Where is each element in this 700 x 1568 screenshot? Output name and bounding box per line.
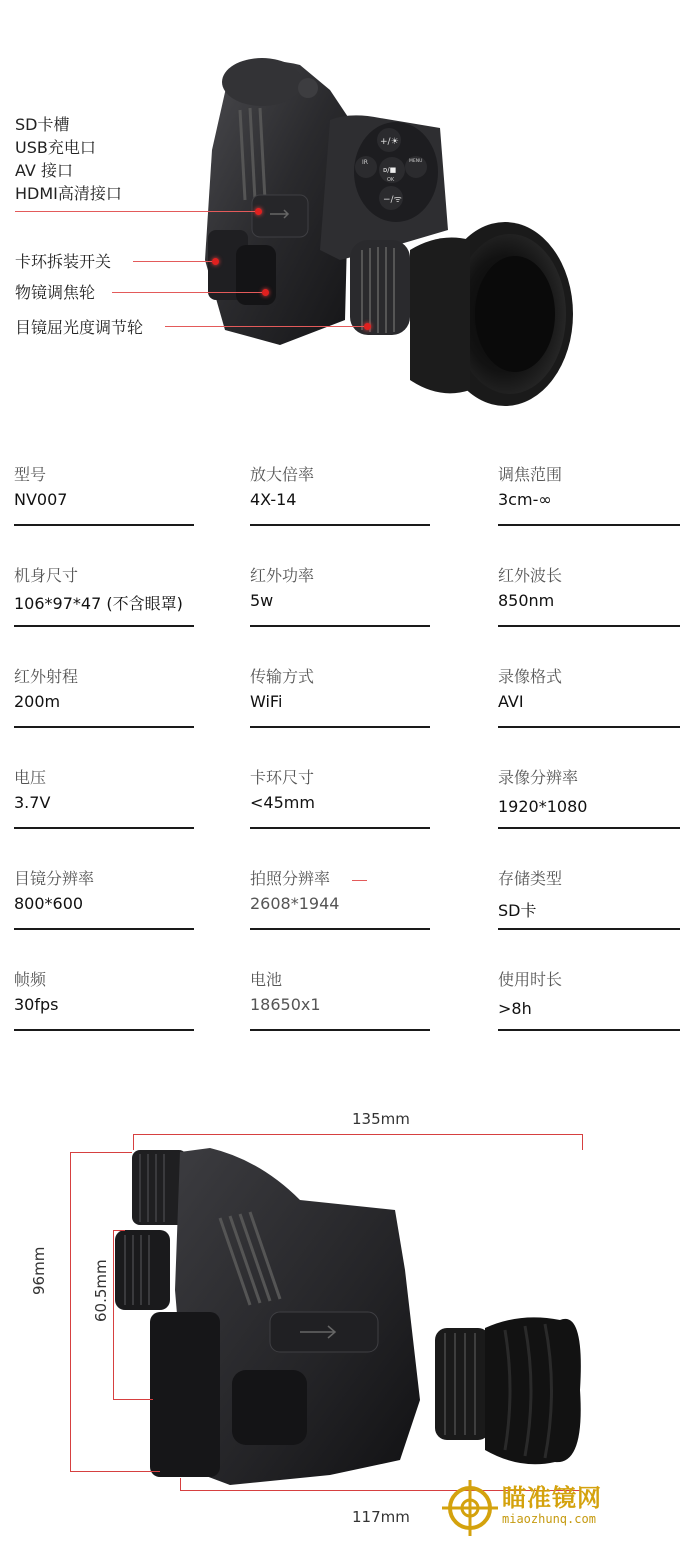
callout-dot-objective-focus [262, 289, 269, 296]
spec-label: 电压 [14, 768, 47, 787]
spec-label: 电池 [250, 970, 283, 989]
dimension-length-bottom: 117mm [352, 1508, 410, 1526]
spec-value: 1920*1080 [498, 797, 588, 816]
spec-label: 红外功率 [250, 566, 315, 585]
spec-value: NV007 [14, 490, 68, 509]
dimension-tick [180, 1478, 181, 1491]
spec-divider [250, 524, 430, 526]
callout-dot-ports [255, 208, 262, 215]
callout-dot-eyepiece-diopter [364, 323, 371, 330]
spec-divider [250, 1029, 430, 1031]
crosshair-icon [440, 1478, 500, 1538]
spec-divider [498, 827, 680, 829]
callout-hdmi-port: HDMI高清接口 [15, 184, 122, 203]
spec-value: WiFi [250, 692, 283, 711]
spec-label: 拍照分辨率 [250, 869, 331, 888]
spec-divider [498, 625, 680, 627]
spec-label: 存储类型 [498, 869, 563, 888]
spec-divider [498, 524, 680, 526]
dimension-tick [70, 1152, 132, 1153]
callout-usb-port: USB充电口 [15, 138, 96, 157]
spec-divider [14, 827, 194, 829]
spec-divider [14, 1029, 194, 1031]
spec-divider [498, 1029, 680, 1031]
svg-text:MENU: MENU [409, 159, 423, 164]
spec-value: 200m [14, 692, 61, 711]
spec-label: 目镜分辨率 [14, 869, 95, 888]
spec-divider [250, 827, 430, 829]
spec-value: 850nm [498, 591, 555, 610]
svg-text:−/ᯤ: −/ᯤ [383, 195, 402, 205]
spec-value: 18650x1 [250, 995, 321, 1014]
spec-divider [498, 928, 680, 930]
spec-value: 4X-14 [250, 490, 297, 509]
spec-label: 录像格式 [498, 667, 563, 686]
spec-label: 红外射程 [14, 667, 79, 686]
spec-label: 红外波长 [498, 566, 563, 585]
spec-value: AVI [498, 692, 524, 711]
spec-label: 机身尺寸 [14, 566, 79, 585]
spec-label: 帧频 [14, 970, 47, 989]
svg-text:ᴅ/■: ᴅ/■ [383, 166, 397, 174]
callout-dot-ring-switch [212, 258, 219, 265]
dimension-tick [113, 1399, 153, 1400]
spec-label: 调焦范围 [498, 465, 563, 484]
dimension-height: 96mm [30, 1246, 48, 1295]
spec-divider [250, 726, 430, 728]
spec-value: 3cm-∞ [498, 490, 552, 509]
product-callout-figure [0, 0, 700, 430]
dimension-line-length-top [133, 1134, 583, 1135]
spec-value: 106*97*47 (不含眼罩) [14, 594, 183, 613]
watermark-logo [440, 1478, 650, 1538]
dimension-tick [113, 1230, 125, 1231]
callout-line-objective-focus [112, 292, 262, 293]
dimension-line-lens [113, 1230, 114, 1400]
svg-text:OK: OK [387, 177, 395, 183]
callout-objective-focus: 物镜调焦轮 [15, 283, 96, 302]
spec-divider [250, 625, 430, 627]
dimension-lens-height: 60.5mm [92, 1259, 110, 1322]
callout-sd-slot: SD卡槽 [15, 115, 70, 134]
spec-label: 使用时长 [498, 970, 563, 989]
dimension-tick [133, 1134, 134, 1150]
dimension-line-height [70, 1152, 71, 1472]
button-plus-label: +/☀ [380, 137, 399, 147]
red-mark [352, 880, 367, 881]
spec-divider [250, 928, 430, 930]
dimension-tick [582, 1134, 583, 1150]
spec-divider [14, 625, 194, 627]
callout-ring-switch: 卡环拆装开关 [15, 252, 112, 271]
callout-av-port: AV 接口 [15, 161, 73, 180]
spec-divider [14, 726, 194, 728]
callout-line-ring-switch [133, 261, 213, 262]
spec-label: 传输方式 [250, 667, 315, 686]
spec-value: 3.7V [14, 793, 51, 812]
svg-text:IR: IR [362, 159, 368, 166]
dimension-length-top: 135mm [352, 1110, 410, 1128]
spec-value: >8h [498, 999, 532, 1018]
spec-value: SD卡 [498, 901, 537, 920]
callout-line-eyepiece-diopter [165, 326, 365, 327]
night-vision-device-image [0, 0, 700, 430]
spec-divider [498, 726, 680, 728]
callout-eyepiece-diopter: 目镜屈光度调节轮 [15, 318, 144, 337]
spec-label: 录像分辨率 [498, 768, 579, 787]
spec-divider [14, 928, 194, 930]
spec-label: 放大倍率 [250, 465, 315, 484]
callout-line-ports [15, 211, 255, 212]
spec-value: 5w [250, 591, 274, 610]
spec-label: 型号 [14, 465, 47, 484]
watermark-url: miaozhunq.com [502, 1512, 596, 1526]
spec-value: <45mm [250, 793, 315, 812]
spec-label: 卡环尺寸 [250, 768, 315, 787]
spec-value: 2608*1944 [250, 894, 340, 913]
spec-value: 800*600 [14, 894, 84, 913]
dimension-tick [70, 1471, 160, 1472]
spec-value: 30fps [14, 995, 59, 1014]
spec-divider [14, 524, 194, 526]
watermark-text: 瞄准镜网 [502, 1483, 602, 1512]
